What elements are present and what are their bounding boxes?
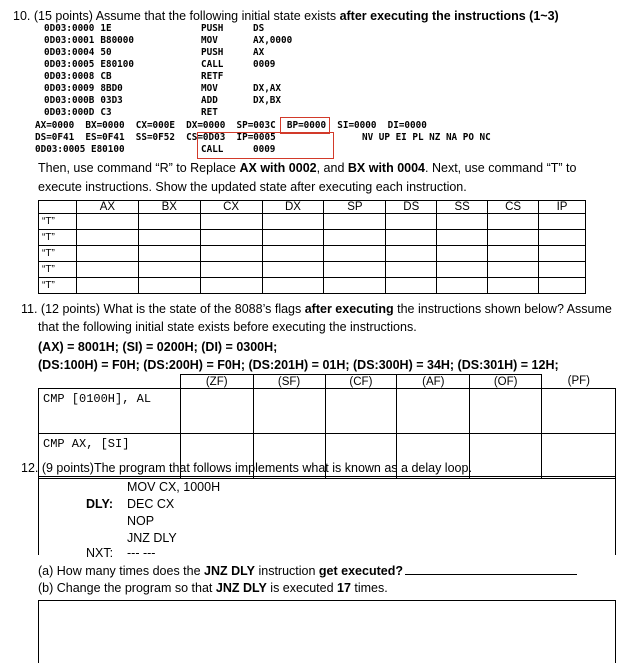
listing-operand: AX,0000 (253, 35, 293, 46)
table-row (39, 389, 616, 434)
listing-mnemonic: RET (201, 107, 218, 118)
col-header: CS (488, 201, 539, 214)
listing-address: 0D03:0000 (44, 23, 95, 34)
answer-cell[interactable] (262, 262, 324, 278)
code-line: JNZ DLY (127, 531, 177, 545)
register-dump-line1: AX=0000 BX=0000 CX=000E DX=0000 SP=003C BP=0000 SI=0000 DI=0000 (35, 120, 427, 131)
q11-state-line1: (AX) = 8001H; (SI) = 0200H; (DI) = 0300H; (38, 340, 278, 354)
register-dump-line3-mnemonic: CALL (201, 144, 224, 155)
listing-bytes: 8BD0 (100, 83, 123, 94)
answer-cell[interactable] (262, 278, 324, 294)
row-label: “T” (39, 214, 77, 230)
listing-line (44, 59, 134, 71)
listing-operand: 0009 (253, 59, 276, 70)
register-dump-line3-operand: 0009 (253, 144, 276, 155)
listing-mnemonic: PUSH (201, 23, 224, 34)
table-row (39, 278, 586, 294)
listing-operand: DS (253, 23, 265, 34)
listing-bytes: B80000 (100, 35, 134, 46)
q12-heading: 12. (9 points)The program that follows implements what is known as a delay loop. (21, 461, 472, 475)
row-label: “T” (39, 230, 77, 246)
listing-mnemonic: ADD (201, 95, 218, 106)
q11-heading-line2: that the following initial state exists before executing the instructions. (38, 320, 417, 334)
answer-cell[interactable] (539, 262, 586, 278)
answer-cell[interactable] (397, 389, 470, 434)
listing-line (44, 83, 134, 95)
listing-bytes: 03D3 (100, 95, 123, 106)
listing-mnemonic: CALL (201, 59, 224, 70)
flags-header-row (39, 375, 616, 389)
answer-cell[interactable] (437, 278, 488, 294)
answer-cell[interactable] (437, 246, 488, 262)
instruction-cell: CMP [0100H], AL (39, 389, 181, 434)
answer-cell[interactable] (324, 262, 386, 278)
listing-operand: DX,BX (253, 95, 281, 106)
listing-bytes: C3 (100, 107, 112, 118)
listing-line (44, 71, 134, 83)
col-header: DX (262, 201, 324, 214)
answer-cell[interactable] (138, 230, 200, 246)
answer-cell[interactable] (488, 246, 539, 262)
answer-cell[interactable] (180, 389, 253, 434)
answer-cell[interactable] (262, 246, 324, 262)
listing-bytes: E80100 (100, 59, 134, 70)
answer-cell[interactable] (542, 389, 616, 434)
row-label: “T” (39, 262, 77, 278)
listing-address: 0D03:0008 (44, 71, 95, 82)
register-state-table (38, 200, 586, 294)
listing-line (44, 35, 134, 47)
answer-cell[interactable] (539, 278, 586, 294)
listing-bytes: 1E (100, 23, 112, 34)
highlight-cs-ip-box (197, 132, 334, 159)
answer-cell[interactable] (542, 434, 616, 479)
q11-heading-line1: 11. (12 points) What is the state of the 8088’s flags after executing the instructions shown below? Assume (21, 302, 612, 316)
col-header: SP (324, 201, 386, 214)
listing-address: 0D03:0009 (44, 83, 95, 94)
col-header: CX (200, 201, 262, 214)
q11-state-line2: (DS:100H) = F0H; (DS:200H) = F0H; (DS:201H) = 01H; (DS:300H) = 34H; (DS:301H) = 12H; (38, 358, 559, 372)
code-line: MOV CX, 1000H (127, 480, 221, 494)
code-label-nxt: NXT: (86, 546, 114, 560)
delay-loop-code-box (38, 476, 616, 555)
flags-readout: NV UP EI PL NZ NA PO NC (362, 132, 491, 143)
row-label: “T” (39, 278, 77, 294)
answer-cell[interactable] (138, 262, 200, 278)
answer-cell[interactable] (386, 246, 437, 262)
code-line: DEC CX (127, 497, 175, 511)
answer-cell[interactable] (200, 230, 262, 246)
listing-address: 0D03:000D (44, 107, 95, 118)
register-dump-line3-addr: 0D03:0005 E80100 (35, 144, 125, 155)
answer-cell[interactable] (488, 230, 539, 246)
flag-header-pf: (PF) (542, 375, 616, 389)
q12-part-b: (b) Change the program so that JNZ DLY is executed 17 times. (38, 581, 388, 595)
listing-address: 0D03:0004 (44, 47, 95, 58)
listing-line (44, 95, 134, 107)
listing-operand (253, 71, 292, 83)
corner-cell (39, 375, 181, 389)
listing-mnemonic: RETF (201, 71, 224, 82)
corner-cell (39, 201, 77, 214)
listing-operand: DX,AX (253, 83, 281, 94)
q10-heading: 10. (15 points) Assume that the following initial state exists after executing the instructions (1~3) (13, 9, 559, 23)
col-header: IP (539, 201, 586, 214)
answer-cell[interactable] (200, 278, 262, 294)
answer-cell[interactable] (76, 246, 138, 262)
answer-cell[interactable] (488, 262, 539, 278)
code-label-dly: DLY: (86, 497, 114, 511)
listing-mnemonic: MOV (201, 35, 218, 46)
answer-cell[interactable] (539, 214, 586, 230)
answer-cell[interactable] (437, 214, 488, 230)
listing-operand: AX (253, 47, 265, 58)
flag-header-cf: (CF) (325, 375, 397, 389)
answer-cell[interactable] (138, 278, 200, 294)
answer-cell[interactable] (200, 214, 262, 230)
answer-cell[interactable] (488, 214, 539, 230)
answer-cell[interactable] (437, 262, 488, 278)
answer-cell[interactable] (325, 389, 397, 434)
listing-line (44, 23, 134, 35)
listing-line (44, 47, 134, 59)
listing-mnemonic: MOV (201, 83, 218, 94)
answer-cell[interactable] (76, 230, 138, 246)
table-row (39, 246, 586, 262)
answer-cell[interactable] (324, 278, 386, 294)
flag-header-of: (OF) (470, 375, 542, 389)
answer-cell[interactable] (386, 230, 437, 246)
code-line: NOP (127, 514, 155, 528)
answer-cell[interactable] (324, 246, 386, 262)
col-header: BX (138, 201, 200, 214)
answer-cell[interactable] (324, 230, 386, 246)
answer-cell[interactable] (324, 214, 386, 230)
table-row (39, 214, 586, 230)
listing-bytes: 50 (100, 47, 112, 58)
answer-cell[interactable] (76, 278, 138, 294)
listing-mnemonic: PUSH (201, 47, 224, 58)
answer-cell[interactable] (437, 230, 488, 246)
listing-address: 0D03:000B (44, 95, 95, 106)
answer-cell[interactable] (386, 214, 437, 230)
answer-cell[interactable] (470, 389, 542, 434)
answer-cell[interactable] (488, 278, 539, 294)
table-row (39, 230, 586, 246)
answer-cell[interactable] (76, 214, 138, 230)
table-header-row (39, 201, 586, 214)
listing-address: 0D03:0001 (44, 35, 95, 46)
table-row (39, 262, 586, 278)
col-header: SS (437, 201, 488, 214)
register-dump-line2: DS=0F41 ES=0F41 SS=0F52 CS=0D03 IP=0005 (35, 132, 276, 143)
answer-cell[interactable] (200, 246, 262, 262)
col-header: AX (76, 201, 138, 214)
listing-line (44, 107, 134, 119)
row-label: “T” (39, 246, 77, 262)
answer-cell[interactable] (138, 246, 200, 262)
answer-cell[interactable] (200, 262, 262, 278)
answer-cell[interactable] (138, 214, 200, 230)
answer-cell[interactable] (76, 262, 138, 278)
answer-box[interactable] (38, 600, 616, 663)
instruction-cell: CMP AX, [SI] (39, 434, 181, 479)
answer-cell[interactable] (539, 246, 586, 262)
answer-cell[interactable] (262, 230, 324, 246)
listing-address: 0D03:0005 (44, 59, 95, 70)
answer-cell[interactable] (539, 230, 586, 246)
listing-bytes: CB (100, 71, 112, 82)
q10-instructions-line2: execute instructions. Show the updated state after executing each instruction. (38, 180, 467, 194)
answer-cell[interactable] (262, 214, 324, 230)
flag-header-sf: (SF) (253, 375, 325, 389)
q12-part-a: (a) How many times does the JNZ DLY instruction get executed? (38, 563, 577, 578)
answer-cell[interactable] (386, 278, 437, 294)
flag-header-zf: (ZF) (180, 375, 253, 389)
answer-cell[interactable] (470, 434, 542, 479)
answer-cell[interactable] (253, 389, 325, 434)
q10-instructions-line1: Then, use command “R” to Replace AX with 0002, and BX with 0004. Next, use command “T” to (38, 161, 577, 175)
answer-cell[interactable] (386, 262, 437, 278)
col-header: DS (386, 201, 437, 214)
answer-blank[interactable] (405, 563, 577, 575)
code-line-nxt: --- --- (127, 546, 156, 560)
flag-header-af: (AF) (397, 375, 470, 389)
